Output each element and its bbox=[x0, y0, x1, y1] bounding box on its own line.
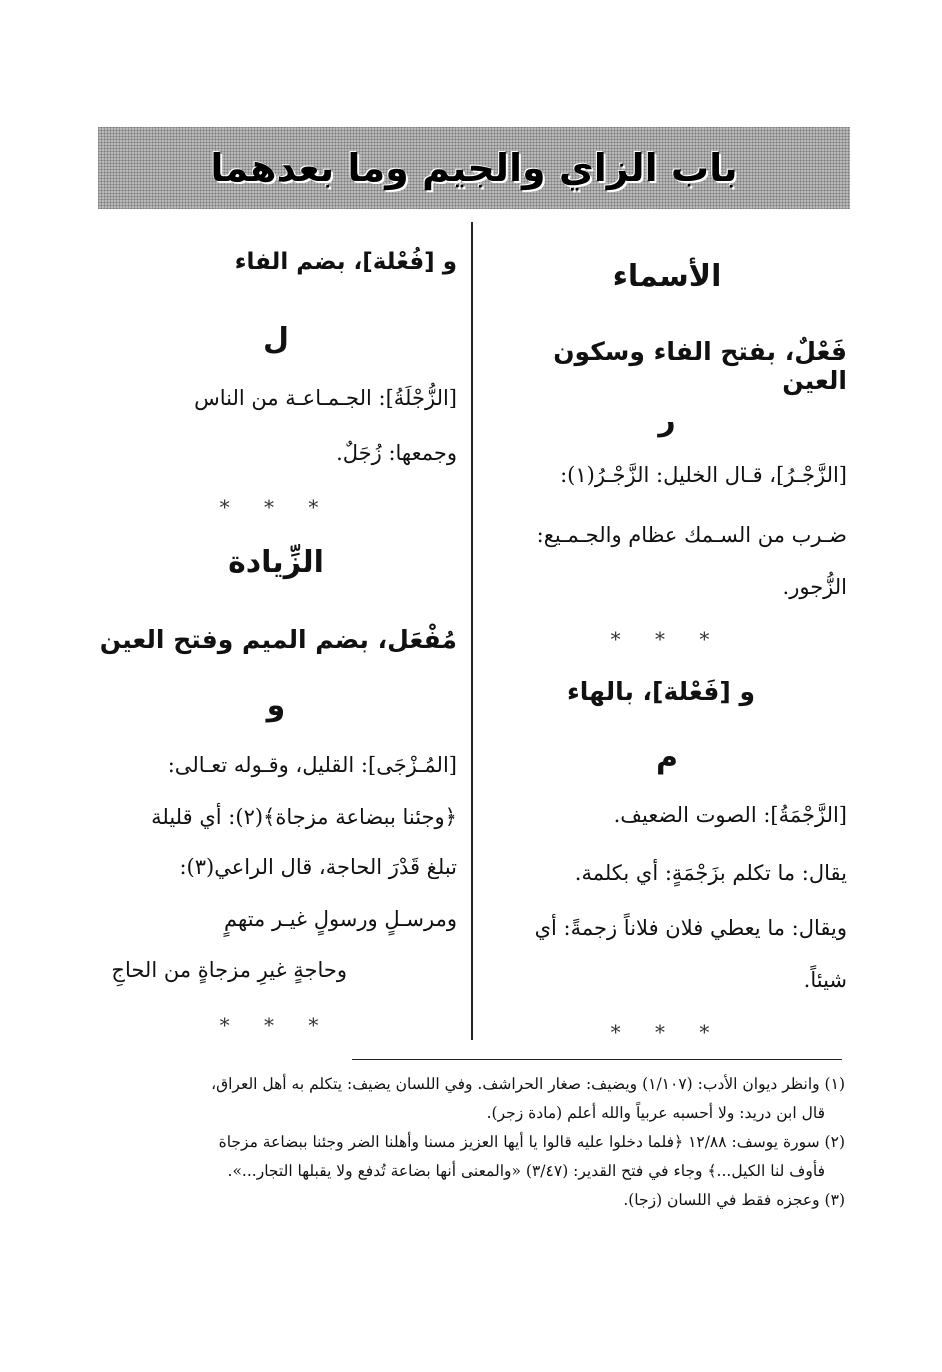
section-heading-ziyada: الزِّيادة bbox=[228, 545, 324, 580]
entry-line: ويقال: ما يعطي فلان فلاناً زجمةً: أي bbox=[534, 916, 847, 940]
footnotes bbox=[95, 1070, 845, 1215]
footnote-1: (١) وانظر ديوان الأدب: (١/١٠٧) ويضيف: صغار الحراشف. وفي اللسان يضيف: يتكلم به أهل العراق، bbox=[211, 1075, 845, 1093]
letter-heading: ر bbox=[658, 403, 676, 438]
section-separator: * * * bbox=[219, 1013, 333, 1037]
footnote-3: (٣) وعجزه فقط في اللسان (زجا). bbox=[623, 1191, 845, 1209]
column-divider bbox=[471, 222, 473, 1040]
section-heading-asmaa: الأسماء bbox=[612, 259, 722, 294]
footnote-2-cont: فأوف لنا الكيل...﴾ وجاء في فتح القدير: (٣/٤٧) «والمعنى أنها بضاعة تُدفع ولا يقبلها التجار...». bbox=[227, 1162, 825, 1180]
pattern-heading: فَعْلٌ، بفتح الفاء وسكون العين bbox=[553, 337, 847, 395]
pattern-heading: مُفْعَل، بضم الميم وفتح العين bbox=[99, 625, 457, 654]
letter-heading: ل bbox=[262, 322, 290, 357]
entry-line: [الزَّجْـرُ]، قـال الخليل: الزَّجْـرُ(١): bbox=[560, 463, 847, 487]
entry-line: ﴿وجئنا ببضاعة مزجاة﴾(٢): أي قليلة bbox=[151, 805, 457, 829]
section-separator: * * * bbox=[219, 495, 333, 519]
entry-line: تبلغ قَدْرَ الحاجة، قال الراعي(٣): bbox=[179, 855, 457, 879]
footnote-rule bbox=[352, 1059, 842, 1060]
entry-line: [الزَّجْمَةُ]: الصوت الضعيف. bbox=[613, 803, 847, 827]
poem-verse: وحاجةٍ غيرِ مزجاةٍ من الحاجِ bbox=[111, 958, 347, 982]
entry-line: شيئاً. bbox=[803, 968, 847, 992]
section-separator: * * * bbox=[610, 627, 724, 651]
entry-line: ضـرب من السـمك عظام والجـمـيع: bbox=[536, 523, 847, 547]
entry-line: الزُّجور. bbox=[782, 575, 847, 599]
footnote-2: (٢) سورة يوسف: ١٢/٨٨ ﴿فلما دخلوا عليه قالوا يا أيها العزيز مسنا وأهلنا الضر وجئنا ببضاعة مزجاة bbox=[218, 1133, 845, 1151]
entry-line: [الزُّجْلَةُ]: الجـمـاعـة من الناس bbox=[194, 386, 457, 410]
pattern-heading: و [فَعْلة]، بالهاء bbox=[567, 677, 755, 706]
entry-line: يقال: ما تكلم بزَجْمَةٍ: أي بكلمة. bbox=[574, 861, 847, 885]
chapter-title: باب الزاي والجيم وما بعدهما bbox=[210, 146, 738, 190]
letter-heading: و bbox=[266, 688, 286, 723]
letter-heading: م bbox=[656, 740, 678, 775]
footnote-1-cont: قال ابن دريد: ولا أحسبه عربياً والله أعلم (مادة زجر). bbox=[486, 1104, 825, 1122]
section-separator: * * * bbox=[610, 1020, 724, 1044]
pattern-heading: و [فُعْلة]، بضم الفاء bbox=[234, 249, 457, 275]
entry-line: وجمعها: زُجَلٌ. bbox=[336, 441, 457, 465]
poem-verse: ومرسـلٍ ورسولٍ غيـر متهمٍ bbox=[224, 907, 457, 931]
chapter-banner bbox=[98, 127, 850, 209]
entry-line: [المُـزْجَى]: القليل، وقـوله تعـالى: bbox=[167, 753, 457, 777]
